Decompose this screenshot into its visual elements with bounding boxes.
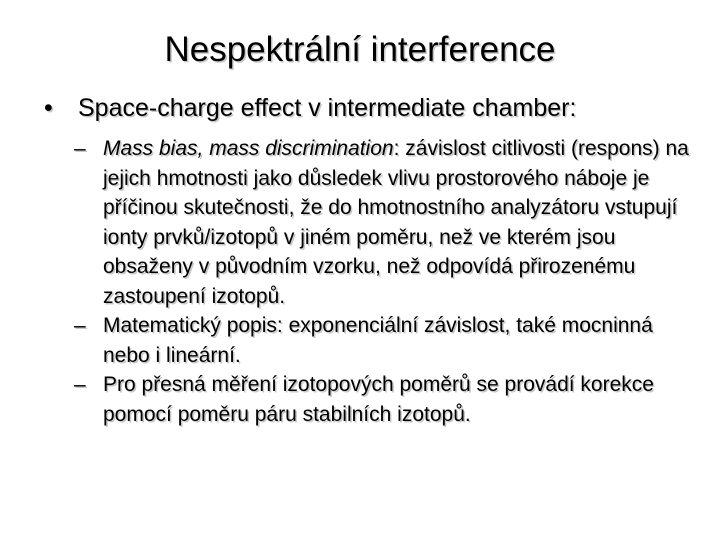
bullet-marker: •: [44, 94, 53, 122]
sub-bullet-item-1: [74, 134, 694, 311]
sub-bullet-item-2: [74, 311, 694, 370]
sub-bullet-text: Matematický popis: exponenciální závislost, také mocninná nebo i lineární.: [103, 314, 653, 367]
sub-bullet-list: [74, 134, 694, 429]
bullet-text: Space-charge effect v intermediate chamber:: [78, 94, 577, 122]
sub-bullet-text: [103, 134, 694, 311]
sub-bullet-text: Pro přesná měření izotopových poměrů se provádí korekce pomocí poměru páru stabilních izotopů.: [103, 373, 654, 426]
dash-marker: –: [74, 314, 86, 337]
sub-bullet-item-3: [74, 370, 694, 429]
italic-term: Mass bias, mass discrimination: [103, 137, 394, 160]
dash-marker: –: [74, 137, 86, 160]
bullet-item: [44, 92, 684, 124]
dash-marker: –: [74, 373, 86, 396]
sub-bullet-body: : závislost citlivosti (respons) na jejich hmotnosti jako důsledek vlivu prostorového náboje je příčinou skutečnosti, že do hmotnostního analyzátoru vstupují ionty prvků/izotopů v jiném poměru, než ve kterém jsou obsaženy v původním vzorku, než odpovídá přirozenému zastoupení izotopů.: [103, 137, 689, 308]
slide-title: Nespektrální interference: [164, 30, 556, 69]
